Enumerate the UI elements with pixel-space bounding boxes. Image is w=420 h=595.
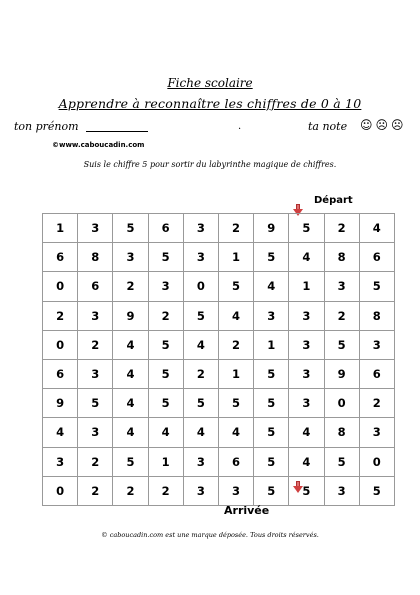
maze-cell[interactable]: 5 <box>148 359 183 388</box>
maze-cell[interactable]: 5 <box>148 330 183 359</box>
maze-cell[interactable]: 3 <box>289 389 324 418</box>
maze-cell[interactable]: 5 <box>254 243 289 272</box>
maze-cell[interactable]: 3 <box>78 359 113 388</box>
maze-cell[interactable]: 9 <box>324 359 359 388</box>
maze-cell[interactable]: 9 <box>113 301 148 330</box>
title-line-1: Fiche scolaire <box>167 76 253 90</box>
maze-cell[interactable]: 5 <box>254 476 289 505</box>
maze-cell[interactable]: 3 <box>78 418 113 447</box>
maze-cell[interactable]: 3 <box>113 243 148 272</box>
maze-cell[interactable]: 3 <box>324 476 359 505</box>
maze-cell[interactable]: 0 <box>183 272 218 301</box>
maze-cell[interactable]: 5 <box>148 389 183 418</box>
maze-cell[interactable]: 4 <box>218 301 253 330</box>
maze-cell[interactable]: 9 <box>254 214 289 243</box>
maze-cell[interactable]: 4 <box>254 272 289 301</box>
maze-row <box>43 476 395 505</box>
maze-cell[interactable]: 1 <box>218 243 253 272</box>
maze-cell[interactable]: 5 <box>218 272 253 301</box>
maze-cell[interactable]: 5 <box>289 476 324 505</box>
note-label: ta note <box>308 120 348 133</box>
maze-cell[interactable]: 8 <box>324 418 359 447</box>
maze-cell[interactable]: 4 <box>113 359 148 388</box>
maze-cell[interactable]: 4 <box>289 418 324 447</box>
maze-cell[interactable]: 3 <box>183 476 218 505</box>
maze-cell[interactable]: 2 <box>113 272 148 301</box>
maze-cell[interactable]: 5 <box>113 214 148 243</box>
maze-cell[interactable]: 6 <box>148 214 183 243</box>
maze-cell[interactable]: 2 <box>183 359 218 388</box>
maze-cell[interactable]: 3 <box>324 272 359 301</box>
maze-row <box>43 214 395 243</box>
maze-cell[interactable]: 2 <box>218 330 253 359</box>
maze-cell[interactable]: 2 <box>359 389 394 418</box>
maze-cell[interactable]: 2 <box>78 447 113 476</box>
maze-cell[interactable]: 5 <box>254 389 289 418</box>
maze-cell[interactable]: 3 <box>183 243 218 272</box>
maze-row <box>43 272 395 301</box>
maze-cell[interactable]: 4 <box>148 418 183 447</box>
maze-cell[interactable]: 5 <box>148 243 183 272</box>
maze-cell[interactable]: 6 <box>43 359 78 388</box>
maze-cell[interactable]: 1 <box>148 447 183 476</box>
number-maze <box>42 213 395 506</box>
maze-row <box>43 243 395 272</box>
maze-cell[interactable]: 0 <box>43 272 78 301</box>
maze-cell[interactable]: 2 <box>218 214 253 243</box>
maze-cell[interactable]: 3 <box>359 418 394 447</box>
maze-cell[interactable]: 9 <box>43 389 78 418</box>
maze-cell[interactable]: 4 <box>289 447 324 476</box>
maze-cell[interactable]: 5 <box>218 389 253 418</box>
maze-cell[interactable]: 2 <box>78 476 113 505</box>
maze-row <box>43 418 395 447</box>
arrivee-label: Arrivée <box>224 504 270 517</box>
maze-cell[interactable]: 5 <box>113 447 148 476</box>
maze-cell[interactable]: 1 <box>218 359 253 388</box>
maze-cell[interactable]: 5 <box>183 301 218 330</box>
maze-cell[interactable]: 3 <box>254 301 289 330</box>
maze-cell[interactable]: 5 <box>289 214 324 243</box>
maze-cell[interactable]: 3 <box>78 214 113 243</box>
maze-row <box>43 447 395 476</box>
maze-cell[interactable]: 6 <box>218 447 253 476</box>
maze-cell[interactable]: 4 <box>43 418 78 447</box>
maze-cell[interactable]: 4 <box>289 243 324 272</box>
maze-cell[interactable]: 0 <box>43 476 78 505</box>
maze-row <box>43 359 395 388</box>
maze-cell[interactable]: 2 <box>113 476 148 505</box>
maze-cell[interactable]: 5 <box>183 389 218 418</box>
maze-cell[interactable]: 3 <box>289 330 324 359</box>
maze-cell[interactable]: 0 <box>324 389 359 418</box>
maze-cell[interactable]: 4 <box>183 418 218 447</box>
name-field-line[interactable] <box>86 131 148 132</box>
maze-cell[interactable]: 4 <box>183 330 218 359</box>
maze-cell[interactable]: 3 <box>43 447 78 476</box>
maze-cell[interactable]: 0 <box>43 330 78 359</box>
maze-cell[interactable]: 5 <box>78 389 113 418</box>
maze-cell[interactable]: 4 <box>113 418 148 447</box>
instruction-text: Suis le chiffre 5 pour sortir du labyrinthe magique de chiffres. <box>83 160 337 169</box>
maze-cell[interactable]: 0 <box>359 447 394 476</box>
smiley-faces-icon[interactable]: ☺☹☹ <box>360 118 407 132</box>
maze-cell[interactable]: 5 <box>254 447 289 476</box>
maze-cell[interactable]: 1 <box>289 272 324 301</box>
maze-cell[interactable]: 2 <box>148 476 183 505</box>
maze-cell[interactable]: 5 <box>359 476 394 505</box>
maze-row <box>43 301 395 330</box>
maze-row <box>43 389 395 418</box>
maze-cell[interactable]: 5 <box>254 359 289 388</box>
maze-cell[interactable]: 4 <box>218 418 253 447</box>
maze-cell[interactable]: 3 <box>183 447 218 476</box>
maze-cell[interactable]: 3 <box>218 476 253 505</box>
maze-cell[interactable]: 6 <box>359 359 394 388</box>
maze-cell[interactable]: 1 <box>254 330 289 359</box>
maze-cell[interactable]: 2 <box>78 330 113 359</box>
maze-cell[interactable]: 2 <box>324 214 359 243</box>
maze-cell[interactable]: 8 <box>359 301 394 330</box>
maze-cell[interactable]: 6 <box>43 243 78 272</box>
title-line-2: Apprendre à reconnaître les chiffres de 0 à 10 <box>58 96 362 111</box>
depart-label: Départ <box>314 195 353 206</box>
maze-cell[interactable]: 3 <box>359 330 394 359</box>
maze-cell[interactable]: 8 <box>78 243 113 272</box>
maze-cell[interactable]: 5 <box>324 447 359 476</box>
maze-cell[interactable]: 6 <box>78 272 113 301</box>
maze-cell[interactable]: 8 <box>324 243 359 272</box>
maze-cell[interactable]: 1 <box>43 214 78 243</box>
maze-cell[interactable]: 3 <box>183 214 218 243</box>
maze-cell[interactable]: 4 <box>113 330 148 359</box>
maze-cell[interactable]: 3 <box>289 301 324 330</box>
copyright-bottom: © caboucadin.com est une marque déposée. Tous droits réservés. <box>101 531 319 539</box>
maze-cell[interactable]: 2 <box>148 301 183 330</box>
maze-cell[interactable]: 2 <box>43 301 78 330</box>
maze-cell[interactable]: 3 <box>148 272 183 301</box>
maze-cell[interactable]: 5 <box>254 418 289 447</box>
exit-arrow-icon <box>293 481 303 494</box>
copyright-top: ©www.caboucadin.com <box>52 141 145 149</box>
maze-cell[interactable]: 3 <box>78 301 113 330</box>
maze-cell[interactable]: 3 <box>289 359 324 388</box>
maze-cell[interactable]: 5 <box>359 272 394 301</box>
maze-cell[interactable]: 2 <box>324 301 359 330</box>
maze-cell[interactable]: 6 <box>359 243 394 272</box>
maze-cell[interactable]: 4 <box>359 214 394 243</box>
maze-row <box>43 330 395 359</box>
separator-dot: . <box>238 121 242 132</box>
maze-cell[interactable]: 5 <box>324 330 359 359</box>
name-label: ton prénom <box>14 120 79 133</box>
maze-cell[interactable]: 4 <box>113 389 148 418</box>
